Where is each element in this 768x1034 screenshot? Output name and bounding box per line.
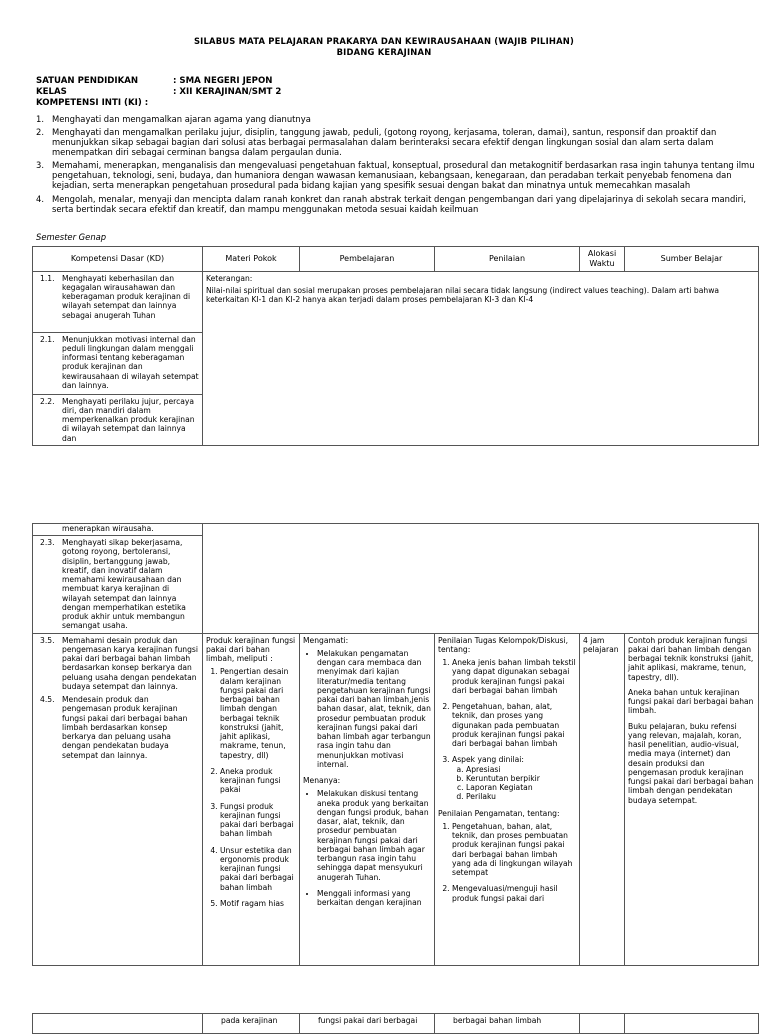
empty-cell <box>203 524 759 634</box>
penilaian-cell: Penilaian Tugas Kelompok/Diskusi, tentang: 1. Aneka jenis bahan limbah tekstil yang dapat digunakan sebagai produk kerajinan fungsi pakai dari berbagai bahan limbah 2. Pengetahuan, bahan, alat, teknik, dan proses yang digunakan pada pembuatan produk kerajinan fungsi pakai dari berbagai bahan limbah 3. Aspek yang dinilai: a. Apresiasi b. Keruntutan berpikir c. Laporan Kegiatan d. Perilaku Penilaian Pengamatan, tentang: 1. Pengetahuan, bahan, alat, teknik, dan proses pembuatan produk kerajinan fungsi pakai dari berbagai bahan limbah yang ada di lingkungan wilayah setempat 2. Mengevaluasi/menguji hasil produk fungsi pakai dari <box>435 633 580 965</box>
page-title: SILABUS MATA PELAJARAN PRAKARYA DAN KEWIRAUSAHAAN (WAJIB PILIHAN) <box>193 36 575 46</box>
sumber-cell: Contoh produk kerajinan fungsi pakai dari bahan limbah dengan berbagai teknik konstruksi (jahit, jahit aplikasi, makrame, tenun, tapestry, dll). Aneka bahan untuk kerajinan fungsi pakai dari berbagai bahan limbah. Buku pelajaran, buku refensi yang relevan, majalah, koran, hasil penelitian, audio-visual, media maya (internet) dan desain produksi dan pengemasan produk kerajinan fungsi pakai dari berbagai bahan limbah dengan pendekatan budaya setempat. <box>625 633 759 965</box>
header-alokasi: Alokasi Waktu <box>580 247 625 272</box>
pembelajaran-cell: Mengamati: • Melakukan pengamatan dengan cara membaca dan menyimak dari kajian literatur/media tentang pengetahuan kerajinan fungsi pakai dari bahan limbah,jenis bahan dasar, alat, teknik, dan prosedur pembuatan produk kerajinan fungsi pakai dari bahan limbah agar terbangun rasa ingin tahu dan menunjukkan motivasi internal. Menanya: • Melakukan diskusi tentang aneka produk yang berkaitan dengan fungsi produk, bahan dasar, alat, teknik, dan prosedur pembuatan kerajinan fungsi pakai dari berbagai bahan limbah agar terbangun rasa ingin tahu sehingga dapat mensyukuri anugerah Tuhan. • Menggali informasi yang berkaitan dengan kerajinan <box>300 633 435 965</box>
alokasi-cell: 4 jam pelajaran <box>580 633 625 965</box>
ki-item: 3. Memahami, menerapkan, menganalisis dan mengevaluasi pengetahuan faktual, konseptual, prosedural dan metakognitif berdasarkan rasa ingin tahunya tentang ilmu pengetahuan, teknologi, seni, budaya, dan humaniora dengan wawasan kemanusiaan, kebangsaan, kenegaraan, dan peradaban terkait penyebab fenomena dan kejadian, serta menerapkan pengetahuan prosedural pada bidang kajian yang spesifik sesuai dengan bakat dan minatnya untuk memecahkan masalah <box>36 160 755 191</box>
materi-item: 3. Fungsi produk kerajinan fungsi pakai dari berbagai bahan limbah <box>220 802 296 839</box>
ki-item: 1. Menghayati dan mengamalkan ajaran agama yang dianutnya <box>36 114 311 124</box>
aspek-item: b. Keruntutan berpikir <box>466 774 576 783</box>
materi-item: 4. Unsur estetika dan ergonomis produk kerajinan fungsi pakai dari berbagai bahan limbah <box>220 846 296 892</box>
pembelajaran-item: • Menggali informasi yang berkaitan dengan kerajinan <box>317 889 431 908</box>
pembelajaran-item: • Melakukan diskusi tentang aneka produk yang berkaitan dengan fungsi produk, bahan dasar, alat, teknik, dan prosedur pembuatan kerajinan fungsi pakai dari berbagai bahan limbah agar terbangun rasa ingin tahu sehingga dapat mensyukuri anugerah Tuhan. <box>317 789 431 882</box>
aspek-item: d. Perilaku <box>466 792 576 801</box>
header-sumber: Sumber Belajar <box>625 247 759 272</box>
silabus-table-2 <box>32 523 759 966</box>
penilaian-item: 1. Pengetahuan, bahan, alat, teknik, dan proses pembuatan produk kerajinan fungsi pakai dari berbagai bahan limbah yang ada di lingkungan wilayah setempat <box>452 822 576 878</box>
header-materi: Materi Pokok <box>203 247 300 272</box>
penilaian-item: 2. Mengevaluasi/menguji hasil produk fungsi pakai dari <box>452 884 576 903</box>
materi-item: 1. Pengertian desain dalam kerajinan fungsi pakai dari berbagai bahan limbah dengan berbagai teknik konstruksi (jahit, jahit aplikasi, makrame, tenun, tapestry, dll) <box>220 667 296 760</box>
silabus-table-1 <box>32 246 759 446</box>
aspek-item: c. Laporan Kegiatan <box>466 783 576 792</box>
kd-cell: 2.3. Menghayati sikap bekerjasama, gotong royong, bertoleransi, disiplin, bertanggung jawab, kreatif, dan inovatif dalam memahami kewirausahaan dan membuat karya kerajinan di wilayah setempat dan lainnya dengan memperhatikan estetika produk akhir untuk membangun semangat usaha. <box>33 536 203 634</box>
penilaian-item: 3. Aspek yang dinilai: a. Apresiasi b. Keruntutan berpikir c. Laporan Kegiatan d. Perilaku <box>452 755 576 801</box>
kd-cell: 2.2. Menghayati perilaku jujur, percaya diri, dan mandiri dalam memperkenalkan produk kerajinan di wilayah setempat dan lainnya dan <box>33 394 203 445</box>
ki-item: 4. Mengolah, menalar, menyaji dan mencipta dalam ranah konkret dan ranah abstrak terkait dengan pengembangan dari yang dipelajarinya di sekolah secara mandiri, serta bertindak secara efektif dan kreatif, dan mampu menggunakan metoda sesuai kaidah keilmuan <box>36 193 747 214</box>
header-penilaian: Penilaian <box>435 247 580 272</box>
kd-cell: 2.1. Menunjukkan motivasi internal dan peduli lingkungan dalam menggali informasi tentang keberagaman produk kerajinan dan kewirausahaan di wilayah setempat dan lainnya. <box>33 332 203 394</box>
page-subtitle: BIDANG KERAJINAN <box>336 47 432 57</box>
kd-cell-cont: menerapkan wirausaha. <box>33 524 203 536</box>
kd-cell-35-45: 3.5. Memahami desain produk dan pengemasan karya kerajinan fungsi pakai dari berbagai bahan limbah berdasarkan konsep berkarya dan peluang usaha dengan pendekatan budaya setempat dan lainnya. 4.5. Mendesain produk dan pengemasan produk kerajinan fungsi pakai dari berbagai bahan limbah berdasarkan konsep berkarya dan peluang usaha dengan pendekatan budaya setempat dan lainnya. <box>33 633 203 965</box>
ki-item: 2. Menghayati dan mengamalkan perilaku jujur, disiplin, tanggung jawab, peduli, (gotong royong, kerjasama, toleran, damai), santun, responsif dan proaktif dan menunjukkan sikap sebagai bagian dari solusi atas berbagai permasalahan dalam berinteraksi secara efektif dengan lingkungan sosial dan alam serta dalam menempatkan diri sebagai cerminan bangsa dalam pergaulan dunia. <box>36 127 717 158</box>
materi-cell: pada kerajinan <box>203 1014 300 1034</box>
kelas: KELAS : XII KERAJINAN/SMT 2 <box>36 87 282 97</box>
keterangan-label: Keterangan: <box>206 273 253 283</box>
materi-item: 2. Aneka produk kerajinan fungsi pakai <box>220 767 296 795</box>
keterangan-cell <box>203 271 759 445</box>
pembelajaran-cell: fungsi pakai dari berbagai <box>300 1014 435 1034</box>
materi-cell: Produk kerajinan fungsi pakai dari bahan limbah, meliputi : 1. Pengertian desain dalam kerajinan fungsi pakai dari berbagai bahan limbah dengan berbagai teknik konstruksi (jahit, jahit aplikasi, makrame, tenun, tapestry, dll) 2. Aneka produk kerajinan fungsi pakai 3. Fungsi produk kerajinan fungsi pakai dari berbagai bahan limbah 4. Unsur estetika dan ergonomis produk kerajinan fungsi pakai dari berbagai bahan limbah 5. Motif ragam hias <box>203 633 300 965</box>
kompetensi-inti-label: KOMPETENSI INTI (KI) : <box>36 98 149 108</box>
penilaian-cell: berbagai bahan limbah <box>435 1014 580 1034</box>
header-pembelajaran: Pembelajaran <box>300 247 435 272</box>
materi-item: 5. Motif ragam hias <box>220 899 296 908</box>
penilaian-item: 2. Pengetahuan, bahan, alat, teknik, dan proses yang digunakan pada pembuatan produk kerajinan fungsi pakai dari berbagai bahan limbah <box>452 702 576 748</box>
kd-cell: 1.1. Menghayati keberhasilan dan kegagalan wirausahawan dan keberagaman produk kerajinan di wilayah setempat dan lainnya sebagai anugerah Tuhan <box>33 271 203 332</box>
kompetensi-inti-list <box>36 114 762 217</box>
pembelajaran-item: • Melakukan pengamatan dengan cara membaca dan menyimak dari kajian literatur/media tentang pengetahuan kerajinan fungsi pakai dari bahan limbah,jenis bahan dasar, alat, teknik, dan prosedur pembuatan produk kerajinan fungsi pakai dari bahan limbah agar terbangun rasa ingin tahu dan menunjukkan motivasi internal. <box>317 649 431 769</box>
keterangan-text: Nilai-nilai spiritual dan sosial merupakan proses pembelajaran nilai secara tidak langsung (indirect values teaching). Dalam arti bahwa keterkaitan KI-1 dan KI-2 hanya akan terjadi dalam proses pembelajaran KI-3 dan KI-4 <box>206 285 720 304</box>
penilaian-item: 1. Aneka jenis bahan limbah tekstil yang dapat digunakan sebagai produk kerajinan fungsi pakai dari berbagai bahan limbah <box>452 658 576 695</box>
header-kd: Kompetensi Dasar (KD) <box>33 247 203 272</box>
satuan-pendidikan: SATUAN PENDIDIKAN : SMA NEGERI JEPON <box>36 76 273 86</box>
semester-label: Semester Genap <box>36 232 107 242</box>
aspek-item: a. Apresiasi <box>466 765 576 774</box>
